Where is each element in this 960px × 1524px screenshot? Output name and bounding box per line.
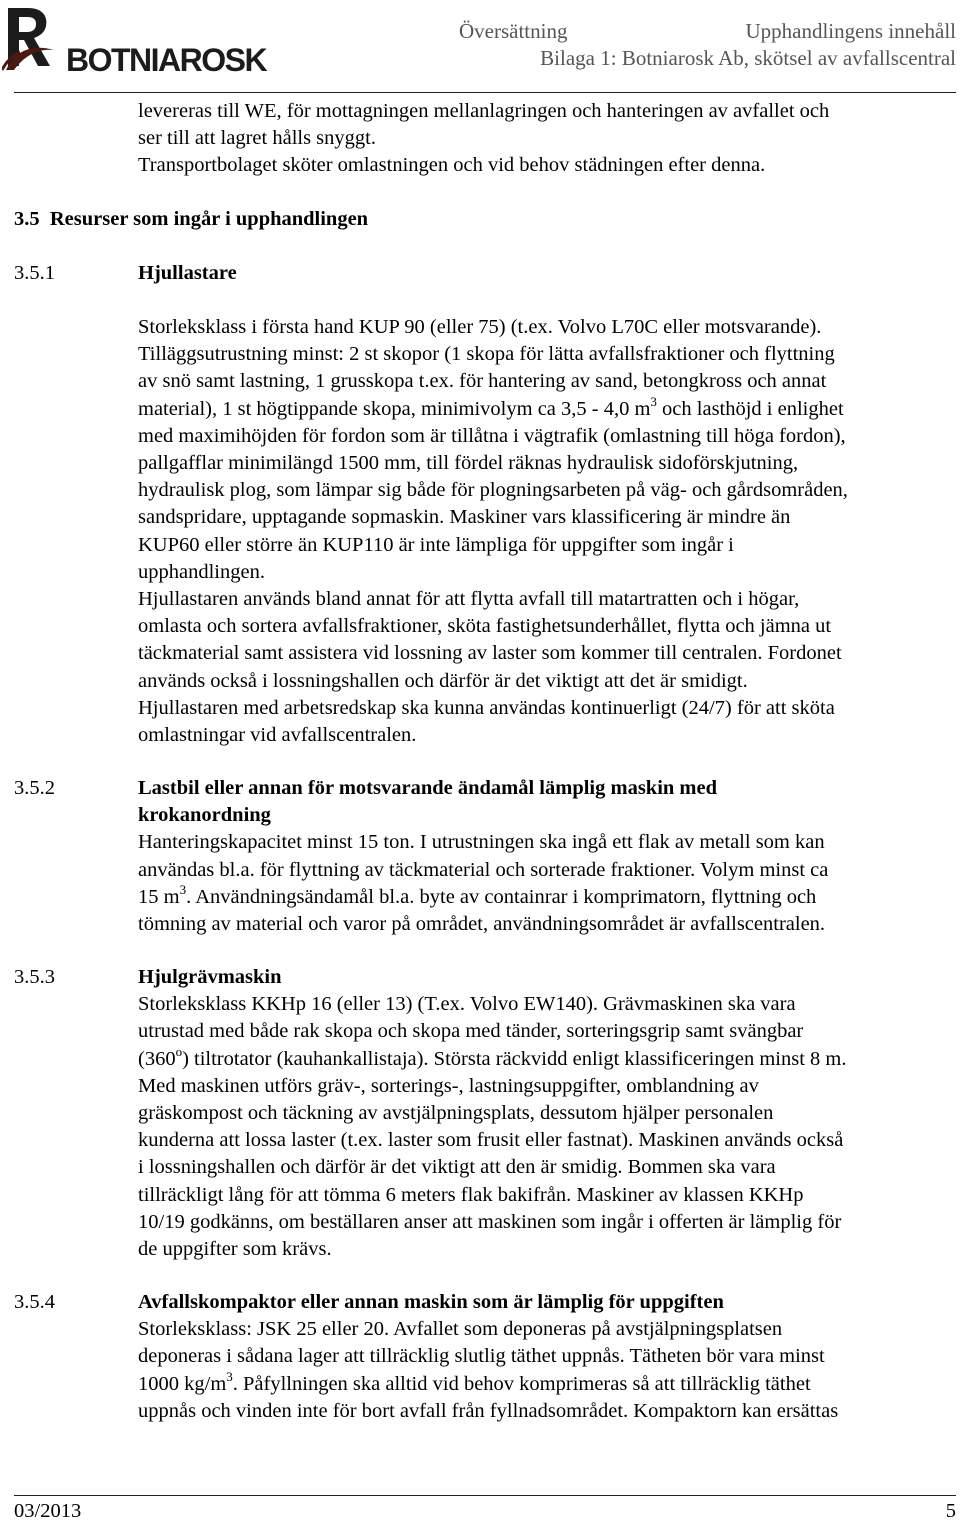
- text-line: omlasta och sortera avfallsfraktioner, sköta fastighetsunderhållet, flytta och jämna ut: [138, 615, 832, 638]
- text-line: användas bl.a. för flyttning av täckmaterial och sorterade fraktioner. Volym minst ca: [138, 858, 829, 881]
- subsection-title-line: Lastbil eller annan för motsvarande ändamål lämplig maskin med: [138, 777, 717, 799]
- text-line: Storleksklass: JSK 25 eller 20. Avfallet som deponeras på avstjälpningsplatsen: [138, 1318, 783, 1341]
- footer-divider: [14, 1495, 956, 1496]
- text-line: sandspridare, upptagande sopmaskin. Maskiner vars klassificering är mindre än: [138, 506, 791, 529]
- subsection-title: Avfallskompaktor eller annan maskin som är lämplig för uppgiften: [138, 1291, 724, 1313]
- text-line: av snö samt lastning, 1 grusskopa t.ex. för hantering av sand, betongkross och annat: [138, 370, 827, 393]
- subsection-title-line: krokanordning: [138, 804, 271, 827]
- header-divider: [14, 92, 956, 93]
- intro-paragraph: [138, 98, 958, 180]
- text-line: Hanteringskapacitet minst 15 ton. I utrustningen ska ingå ett flak av metall som kan: [138, 831, 825, 854]
- text-line: Storleksklass KKHp 16 (eller 13) (T.ex. Volvo EW140). Grävmaskinen ska vara: [138, 993, 796, 1016]
- subsection-3-5-2: [138, 775, 958, 938]
- subsection-title-3-5-1: Hjullastare: [138, 262, 237, 284]
- section-title: Resurser som ingår i upphandlingen: [49, 208, 369, 230]
- header-nav-left: Översättning: [458, 19, 568, 43]
- text-line: ser till att lagret hålls snyggt.: [138, 127, 376, 150]
- text-line: omlastningar vid avfallscentralen.: [138, 724, 417, 747]
- header-nav-right: Upphandlingens innehåll: [745, 19, 956, 43]
- text-line: 10/19 godkänns, om beställaren anser att maskinen som ingår i offerten är lämplig för: [138, 1210, 842, 1233]
- subsection-number-3-5-4: 3.5.4: [14, 1291, 55, 1313]
- page-number: 5: [945, 1500, 956, 1522]
- footer-date: 03/2013: [14, 1500, 82, 1522]
- text-line: tillräckligt lång för att tömma 6 meters flak bakifrån. Maskiner av klassen KKHp: [138, 1183, 804, 1206]
- text-line: hydraulisk plog, som lämpar sig både för plogningsarbeten på väg- och gårdsområden,: [138, 479, 848, 502]
- text-line: i lossningshallen och därför är det viktigt att den är smidig. Bommen ska vara: [138, 1156, 776, 1179]
- text-line: kunderna att lossa laster (t.ex. laster som frusit eller fastnat). Maskinen används också: [138, 1129, 844, 1152]
- subsection-title: Hjulgrävmaskin: [138, 966, 282, 988]
- section-number: 3.5: [14, 208, 40, 230]
- text-line: med maximihöjden för fordon som är tillåtna i vägtrafik (omlastning till höga fordon),: [138, 424, 846, 447]
- text-line: Transportbolaget sköter omlastningen och vid behov städningen efter denna.: [138, 154, 766, 177]
- page-header: [0, 0, 960, 96]
- subsection-number-3-5-2: 3.5.2: [14, 777, 55, 799]
- text-line: Hjullastaren används bland annat för att flytta avfall till matartratten och i högar,: [138, 588, 800, 611]
- text-line: upphandlingen.: [138, 560, 265, 583]
- header-right: [459, 18, 956, 72]
- text-line: utrustad med både rak skopa och skopa med tänder, sorteringsgrip samt svängbar: [138, 1020, 804, 1043]
- text-line: uppnås och vinden inte för bort avfall från fyllnadsområdet. Kompaktorn kan ersättas: [138, 1399, 839, 1422]
- text-line: Hjullastaren med arbetsredskap ska kunna användas kontinuerligt (24/7) för att sköta: [138, 696, 835, 719]
- text-line: deponeras i sådana lager att tillräcklig slutlig täthet uppnås. Tätheten bör vara minst: [138, 1345, 825, 1368]
- text-line: levereras till WE, för mottagningen mellanlagringen och hanteringen av avfallet och: [138, 100, 830, 122]
- botniarosk-logo: [2, 4, 267, 78]
- logo-mark-icon: [2, 4, 64, 72]
- text-line: KUP60 eller större än KUP110 är inte lämpliga för uppgifter som ingår i: [138, 533, 734, 556]
- text-line: de uppgifter som krävs.: [138, 1238, 332, 1261]
- header-subtitle: Bilaga 1: Botniarosk Ab, skötsel av avfallscentral: [540, 46, 956, 70]
- text-line: 15 $m^3$. Användningsändamål bl.a. byte av containrar i komprimatorn, flyttning och: [138, 881, 817, 908]
- logo-wordmark: BOTNIAROSK: [66, 42, 267, 78]
- subsection-number-3-5-1: 3.5.1: [14, 262, 55, 284]
- subsection-3-5-4: [138, 1289, 958, 1425]
- section-heading-3-5: [14, 206, 368, 233]
- subsection-number-3-5-3: 3.5.3: [14, 966, 55, 988]
- text-line: Storleksklass i första hand KUP 90 (eller 75) (t.ex. Volvo L70C eller motsvarande).: [138, 316, 822, 338]
- text-line: gräskompost och täckning av avstjälpningsplats, dessutom hjälper personalen: [138, 1102, 774, 1125]
- text-line: material), 1 st högtippande skopa, minimivolym ca 3,5 - 4,0 $m^3$ och lasthöjd i enlighet: [138, 393, 844, 420]
- text-line: Tilläggsutrustning minst: 2 st skopor (1 skopa för lätta avfallsfraktioner och flyttning: [138, 343, 835, 366]
- subsection-body-3-5-1: [138, 314, 958, 749]
- subsection-3-5-3: [138, 964, 958, 1263]
- text-line: täckmaterial samt assistera vid lossning av laster som kommer till centralen. Fordonet: [138, 642, 842, 665]
- text-line: (360$^o$) tiltrotator (kauhankallistaja). Största räckvidd enligt klassificeringen minst 8 m.: [138, 1043, 847, 1070]
- text-line: tömning av material och varor på området, användningsområdet är avfallscentralen.: [138, 913, 826, 936]
- text-line: används också i lossningshallen och därför är det viktigt att det är smidigt.: [138, 669, 748, 692]
- text-line: Med maskinen utförs gräv-, sorterings-, lastningsuppgifter, omblandning av: [138, 1074, 759, 1097]
- text-line: pallgafflar minimilängd 1500 mm, till fördel räknas hydraulisk sidoförskjutning,: [138, 452, 799, 475]
- text-line: 1000 $kg/m^3$. Påfyllningen ska alltid vid behov komprimeras så att tillräcklig täthet: [138, 1368, 811, 1395]
